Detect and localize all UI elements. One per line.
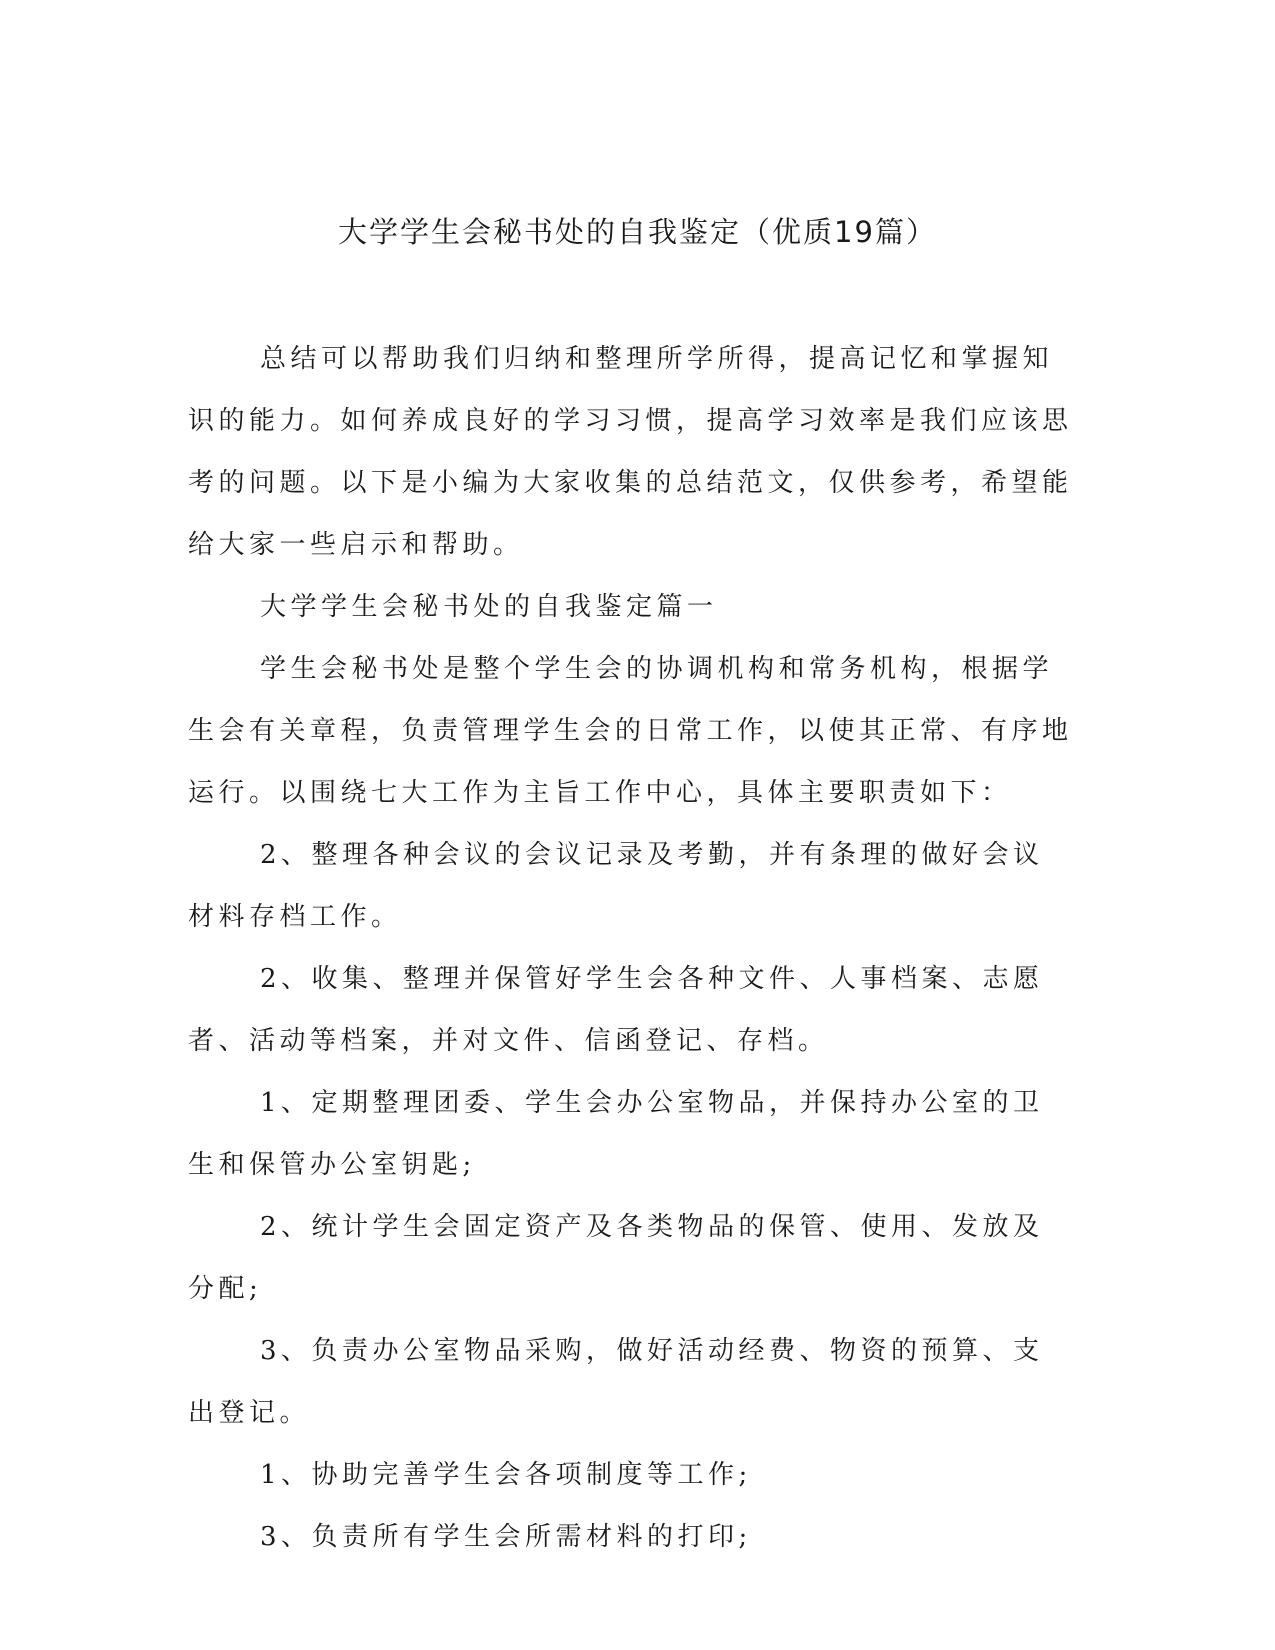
list-item: 2、统计学生会固定资产及各类物品的保管、使用、发放及分配; xyxy=(188,1212,1044,1304)
list-item: 3、负责办公室物品采购，做好活动经费、物资的预算、支出登记。 xyxy=(188,1336,1044,1428)
document-title: 大学学生会秘书处的自我鉴定（优质19篇） xyxy=(338,215,937,249)
list-item: 2、收集、整理并保管好学生会各种文件、人事档案、志愿者、活动等档案，并对文件、信函登记、存档。 xyxy=(188,964,1044,1056)
intro-paragraph: 总结可以帮助我们归纳和整理所学所得，提高记忆和掌握知识的能力。如何养成良好的学习习惯，提高学习效率是我们应该思考的问题。以下是小编为大家收集的总结范文，仅供参考，希望能给大家一些启示和帮助。 xyxy=(188,344,1073,560)
list-item: 3、负责所有学生会所需材料的打印; xyxy=(260,1522,752,1552)
list-item: 2、整理各种会议的会议记录及考勤，并有条理的做好会议材料存档工作。 xyxy=(188,840,1044,932)
list-item: 1、定期整理团委、学生会办公室物品，并保持办公室的卫生和保管办公室钥匙; xyxy=(188,1088,1044,1180)
body-paragraph: 学生会秘书处是整个学生会的协调机构和常务机构，根据学生会有关章程，负责管理学生会的日常工作，以使其正常、有序地运行。以围绕七大工作为主旨工作中心，具体主要职责如下： xyxy=(188,654,1073,808)
list-item: 1、协助完善学生会各项制度等工作; xyxy=(260,1460,752,1490)
section-heading: 大学学生会秘书处的自我鉴定篇一 xyxy=(260,592,718,622)
document-body xyxy=(188,328,1073,1568)
